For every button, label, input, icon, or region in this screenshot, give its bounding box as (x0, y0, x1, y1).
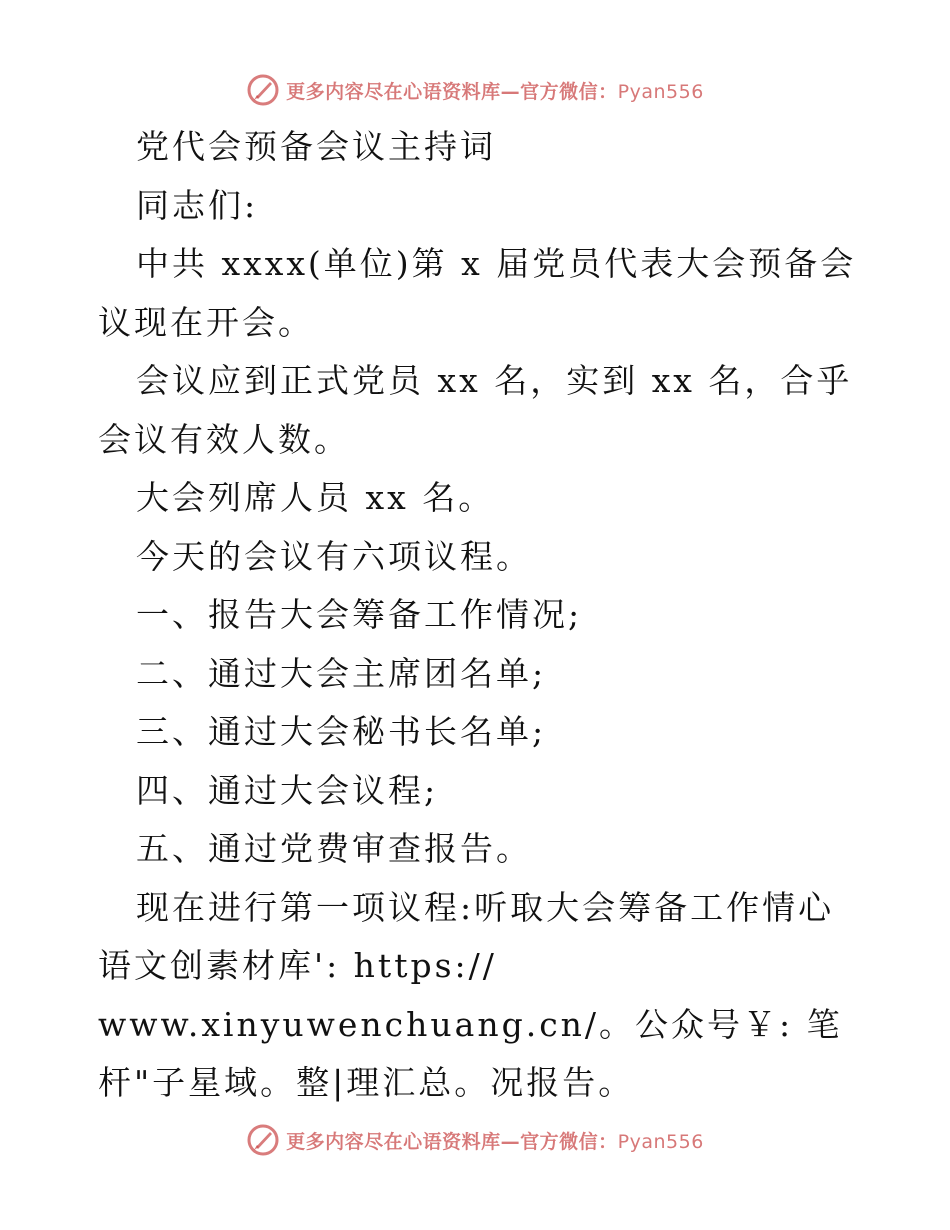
header-watermark-banner (0, 72, 950, 108)
footer-watermark-banner (0, 1122, 950, 1158)
paragraph-continuation: www.xinyuwenchuang.cn/。公众号￥: 笔杆"子星域。整|理汇总。况报告。 (98, 1004, 843, 1102)
greeting: 同志们: (136, 185, 259, 225)
header-watermark-text (286, 77, 704, 104)
document-title: 党代会预备会议主持词 (136, 127, 496, 166)
paragraph-agenda-intro: 今天的会议有六项议程。 (136, 536, 532, 576)
agenda-item-1: 一、报告大会筹备工作情况; (136, 595, 583, 634)
footer-watermark-text (286, 1127, 704, 1154)
document-body (98, 118, 858, 1113)
paragraph-observers: 大会列席人员 xx 名。 (136, 478, 495, 517)
paragraph-first-agenda: 现在进行第一项议程:听取大会筹备工作情心语文创素材库': https:// (98, 887, 835, 985)
agenda-item-5: 五、通过党费审查报告。 (136, 829, 532, 868)
footer-wechat-id: Pyan556 (617, 1130, 704, 1153)
header-watermark-label: 更多内容尽在心语资料库—官方微信： (286, 80, 618, 103)
quill-pen-circle-icon (246, 1123, 280, 1157)
header-wechat-id: Pyan556 (617, 80, 704, 103)
paragraph-opening: 中共 xxxx(单位)第 x 届党员代表大会预备会议现在开会。 (98, 244, 857, 342)
quill-pen-circle-icon (246, 73, 280, 107)
agenda-item-3: 三、通过大会秘书长名单; (136, 712, 547, 751)
footer-watermark-label: 更多内容尽在心语资料库—官方微信： (286, 1130, 618, 1153)
agenda-item-4: 四、通过大会议程; (136, 770, 439, 810)
agenda-item-2: 二、通过大会主席团名单; (136, 653, 547, 693)
paragraph-attendance: 会议应到正式党员 xx 名，实到 xx 名，合乎会议有效人数。 (98, 361, 853, 459)
